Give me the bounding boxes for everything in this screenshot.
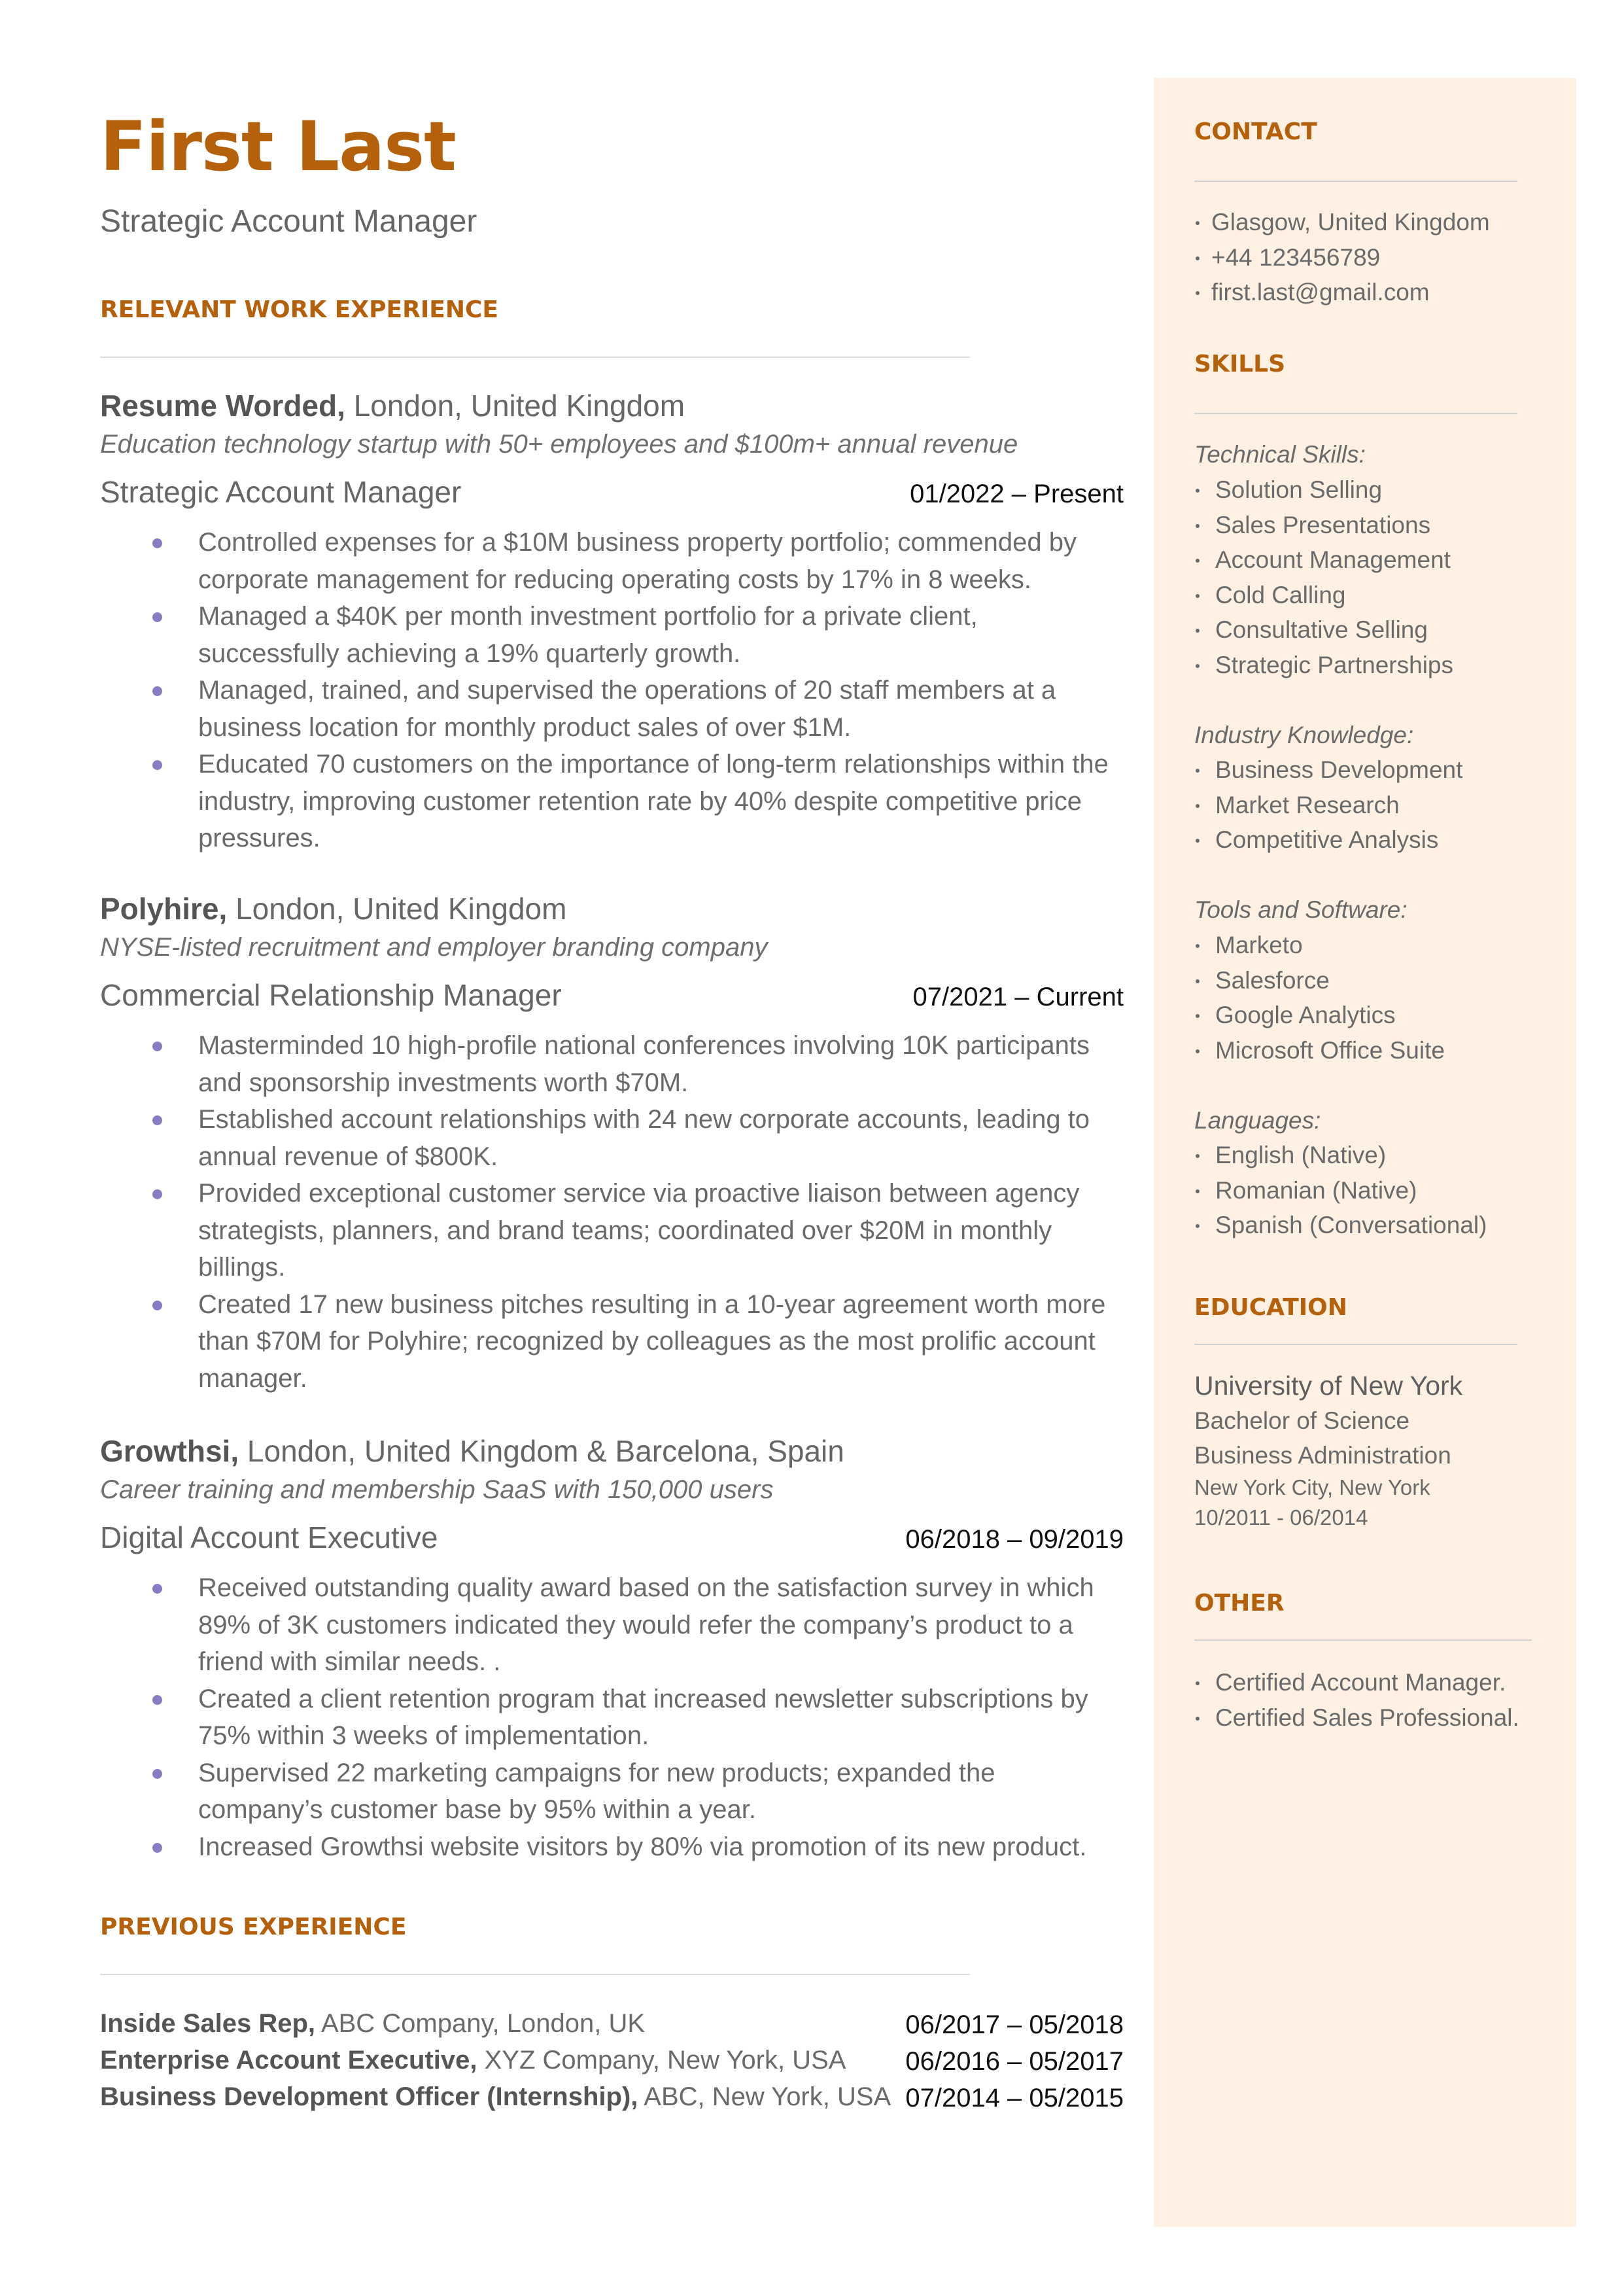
company-tagline: Career training and membership SaaS with 150,000 users bbox=[100, 1475, 774, 1504]
skill-list bbox=[1194, 752, 1462, 858]
contact-phone: +44 123456789 bbox=[1194, 240, 1490, 275]
company-name: Polyhire, bbox=[100, 892, 228, 926]
achievement-item: Controlled expenses for a $10M business property portfolio; commended by corporate management for reducing operating costs by 17% in 8 weeks. bbox=[100, 524, 1124, 598]
achievement-list bbox=[100, 1027, 1124, 1397]
skill-list bbox=[1194, 1138, 1487, 1243]
section-divider bbox=[100, 357, 970, 358]
education-dates: 10/2011 - 06/2014 bbox=[1194, 1505, 1368, 1530]
bullet-icon bbox=[1196, 559, 1200, 563]
skill-item: Market Research bbox=[1194, 788, 1462, 823]
achievement-item: Managed a $40K per month investment portfolio for a private client, successfully achieving a 19% quarterly growth. bbox=[100, 598, 1124, 672]
achievement-item: Managed, trained, and supervised the operations of 20 staff members at a business location for monthly product sales of over $1M. bbox=[100, 672, 1124, 746]
skill-item: Account Management bbox=[1194, 542, 1453, 578]
sidebar-heading-other: OTHER bbox=[1194, 1590, 1285, 1617]
bullet-icon bbox=[1196, 1681, 1200, 1685]
achievement-item: Educated 70 customers on the importance of long-term relationships within the industry, improving customer retention rate by 40% despite competitive price pressures. bbox=[100, 746, 1124, 857]
sidebar-heading-education: EDUCATION bbox=[1194, 1294, 1347, 1321]
skill-item: Solution Selling bbox=[1194, 472, 1453, 508]
achievement-item: Created 17 new business pitches resulting in a 10-year agreement worth more than $70M for Polyhire; recognized by colleagues as the most prolific account manager. bbox=[100, 1286, 1124, 1397]
company-name: Growthsi, bbox=[100, 1434, 239, 1468]
other-item: Certified Account Manager. bbox=[1194, 1665, 1519, 1700]
skill-item: Consultative Selling bbox=[1194, 612, 1453, 648]
previous-role: Enterprise Account Executive, bbox=[100, 2046, 477, 2075]
bullet-icon bbox=[1196, 256, 1200, 260]
skill-item: Spanish (Conversational) bbox=[1194, 1208, 1487, 1243]
achievement-item: Created a client retention program that increased newsletter subscriptions by 75% within 3 weeks of implementation. bbox=[100, 1681, 1124, 1755]
job-role: Commercial Relationship Manager bbox=[100, 978, 562, 1012]
education-entry bbox=[1194, 1368, 1462, 1533]
job-dates: 07/2021 – Current bbox=[912, 983, 1124, 1011]
bullet-icon bbox=[152, 1584, 162, 1594]
bullet-icon bbox=[1196, 291, 1200, 295]
bullet-icon bbox=[1196, 594, 1200, 598]
skill-item: Romanian (Native) bbox=[1194, 1173, 1487, 1208]
previous-dates: 07/2014 – 05/2015 bbox=[905, 2084, 1124, 2112]
skill-item: Business Development bbox=[1194, 752, 1462, 788]
company-location: London, United Kingdom & Barcelona, Spain bbox=[247, 1434, 844, 1468]
sidebar-divider bbox=[1194, 413, 1517, 414]
job-dates: 01/2022 – Present bbox=[910, 480, 1124, 508]
bullet-icon bbox=[1196, 524, 1200, 528]
section-heading-previous-experience: PREVIOUS EXPERIENCE bbox=[100, 1914, 407, 1940]
job-dates: 06/2018 – 09/2019 bbox=[905, 1525, 1124, 1554]
contact-location: Glasgow, United Kingdom bbox=[1194, 205, 1490, 240]
bullet-icon bbox=[152, 686, 162, 696]
skill-item: Microsoft Office Suite bbox=[1194, 1033, 1445, 1068]
job-role: Strategic Account Manager bbox=[100, 475, 462, 509]
bullet-icon bbox=[1196, 804, 1200, 808]
role-row bbox=[100, 472, 1124, 514]
achievement-list bbox=[100, 1569, 1124, 1865]
skill-list bbox=[1194, 472, 1453, 682]
bullet-icon bbox=[1196, 1014, 1200, 1018]
sidebar-heading-skills: SKILLS bbox=[1194, 351, 1286, 377]
bullet-icon bbox=[152, 538, 162, 548]
bullet-icon bbox=[1196, 1224, 1200, 1228]
sidebar-divider bbox=[1194, 1639, 1532, 1641]
previous-company: ABC, New York, USA bbox=[644, 2082, 891, 2111]
sidebar-heading-contact: CONTACT bbox=[1194, 118, 1317, 145]
skill-item: Competitive Analysis bbox=[1194, 822, 1462, 858]
skill-item: Salesforce bbox=[1194, 963, 1445, 998]
company-location: London, United Kingdom bbox=[235, 892, 567, 926]
bullet-icon bbox=[152, 1769, 162, 1779]
achievement-item: Established account relationships with 24 new corporate accounts, leading to annual revenue of $800K. bbox=[100, 1101, 1124, 1175]
sidebar-divider bbox=[1194, 1344, 1517, 1345]
previous-dates: 06/2017 – 05/2018 bbox=[905, 2010, 1124, 2039]
bullet-icon bbox=[1196, 979, 1200, 983]
bullet-icon bbox=[1196, 839, 1200, 843]
bullet-icon bbox=[152, 760, 162, 770]
job-role: Digital Account Executive bbox=[100, 1520, 438, 1554]
previous-role: Business Development Officer (Internship), bbox=[100, 2082, 638, 2111]
bullet-icon bbox=[1196, 1154, 1200, 1158]
bullet-icon bbox=[152, 1843, 162, 1853]
bullet-icon bbox=[152, 1189, 162, 1199]
contact-email[interactable]: first.last@gmail.com bbox=[1194, 275, 1490, 310]
bullet-icon bbox=[1196, 221, 1200, 225]
achievement-item: Received outstanding quality award based on the satisfaction survey in which 89% of 3K customers indicated they would refer the company’s product to a friend with similar needs. . bbox=[100, 1569, 1124, 1681]
skill-category: Industry Knowledge: bbox=[1194, 722, 1414, 748]
role-row bbox=[100, 975, 1124, 1017]
previous-role: Inside Sales Rep, bbox=[100, 2009, 316, 2038]
skill-item: Strategic Partnerships bbox=[1194, 648, 1453, 683]
education-school: University of New York bbox=[1194, 1371, 1463, 1401]
sidebar-divider bbox=[1194, 181, 1517, 182]
achievement-item: Masterminded 10 high-profile national conferences involving 10K participants and sponsorship investments worth $70M. bbox=[100, 1027, 1124, 1101]
company-tagline: Education technology startup with 50+ employees and $100m+ annual revenue bbox=[100, 430, 1018, 459]
achievement-item: Supervised 22 marketing campaigns for new products; expanded the company’s customer base by 95% within a year. bbox=[100, 1755, 1124, 1829]
candidate-title: Strategic Account Manager bbox=[100, 204, 477, 239]
skill-category: Languages: bbox=[1194, 1107, 1321, 1134]
skill-list bbox=[1194, 928, 1445, 1068]
previous-company: ABC Company, London, UK bbox=[320, 2009, 646, 2038]
bullet-icon bbox=[152, 1042, 162, 1051]
candidate-name: First Last bbox=[100, 107, 456, 186]
skill-category: Tools and Software: bbox=[1194, 896, 1408, 923]
achievement-item: Provided exceptional customer service via proactive liaison between agency strategists, planners, and brand teams; coordinated over $20M in monthly billings. bbox=[100, 1175, 1124, 1286]
company-line bbox=[100, 889, 1124, 928]
bullet-icon bbox=[1196, 1049, 1200, 1053]
bullet-icon bbox=[1196, 1189, 1200, 1193]
sidebar bbox=[1154, 78, 1576, 2227]
role-row bbox=[100, 1518, 1124, 1559]
bullet-icon bbox=[1196, 489, 1200, 493]
achievement-list bbox=[100, 524, 1124, 857]
achievement-item: Increased Growthsi website visitors by 80% via promotion of its new product. bbox=[100, 1829, 1124, 1866]
education-location: New York City, New York bbox=[1194, 1475, 1430, 1499]
skill-item: Sales Presentations bbox=[1194, 508, 1453, 543]
skill-item: English (Native) bbox=[1194, 1138, 1487, 1173]
company-location: London, United Kingdom bbox=[353, 389, 685, 423]
previous-job-row bbox=[100, 2078, 1124, 2118]
previous-dates: 06/2016 – 05/2017 bbox=[905, 2047, 1124, 2076]
education-major: Business Administration bbox=[1194, 1442, 1451, 1469]
bullet-icon bbox=[1196, 1717, 1200, 1721]
bullet-icon bbox=[1196, 629, 1200, 633]
other-list bbox=[1194, 1665, 1519, 1735]
previous-job-row bbox=[100, 2042, 1124, 2081]
bullet-icon bbox=[152, 1301, 162, 1310]
company-name: Resume Worded, bbox=[100, 389, 345, 423]
company-line bbox=[100, 1431, 1124, 1471]
skill-item: Google Analytics bbox=[1194, 998, 1445, 1033]
bullet-icon bbox=[152, 1115, 162, 1125]
company-tagline: NYSE-listed recruitment and employer branding company bbox=[100, 933, 768, 962]
skill-item: Marketo bbox=[1194, 928, 1445, 963]
bullet-icon bbox=[152, 1695, 162, 1705]
contact-list bbox=[1194, 205, 1490, 310]
skill-item: Cold Calling bbox=[1194, 578, 1453, 613]
education-degree: Bachelor of Science bbox=[1194, 1407, 1410, 1434]
previous-job-row bbox=[100, 2005, 1124, 2044]
company-line bbox=[100, 386, 1124, 425]
job-entry bbox=[100, 889, 1124, 1397]
job-entry bbox=[100, 386, 1124, 857]
skill-category: Technical Skills: bbox=[1194, 441, 1366, 468]
bullet-icon bbox=[152, 612, 162, 622]
section-heading-work-experience: RELEVANT WORK EXPERIENCE bbox=[100, 296, 498, 323]
bullet-icon bbox=[1196, 769, 1200, 773]
job-entry bbox=[100, 1431, 1124, 1865]
bullet-icon bbox=[1196, 944, 1200, 948]
previous-company: XYZ Company, New York, USA bbox=[484, 2046, 846, 2075]
section-divider bbox=[100, 1974, 970, 1975]
bullet-icon bbox=[1196, 664, 1200, 668]
other-item: Certified Sales Professional. bbox=[1194, 1700, 1519, 1736]
